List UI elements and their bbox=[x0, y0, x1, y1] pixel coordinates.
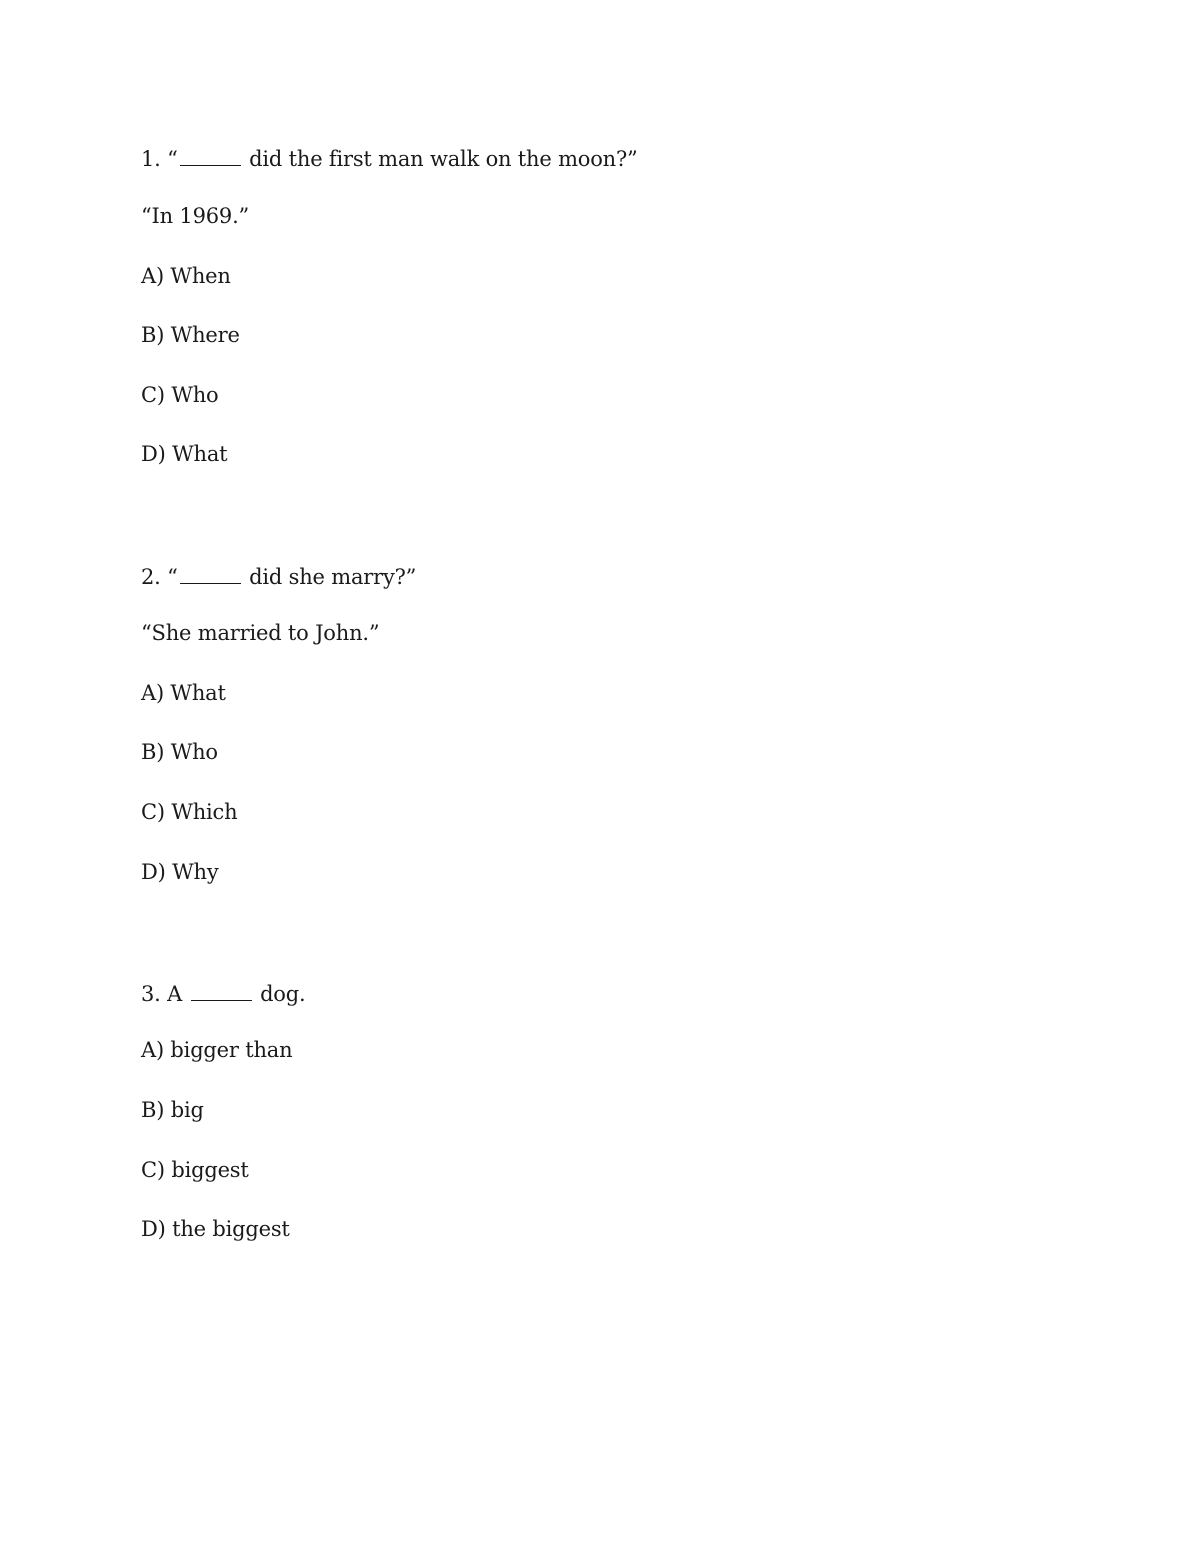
question-number: 1. bbox=[141, 147, 161, 171]
question-3-option-c: C) biggest bbox=[141, 1158, 249, 1182]
question-2-answer-line: “She married to John.” bbox=[141, 621, 380, 645]
question-1-answer-line: “In 1969.” bbox=[141, 204, 250, 228]
question-3-option-d: D) the biggest bbox=[141, 1217, 290, 1241]
fill-in-blank bbox=[191, 981, 252, 1001]
question-2-prompt bbox=[141, 564, 416, 588]
question-number: 3. bbox=[141, 982, 161, 1006]
question-1-option-c: C) Who bbox=[141, 383, 219, 407]
question-3-prompt bbox=[141, 981, 305, 1005]
question-3-option-b: B) big bbox=[141, 1098, 204, 1122]
fill-in-blank bbox=[180, 564, 241, 584]
prompt-prefix: “ bbox=[167, 565, 178, 589]
fill-in-blank bbox=[180, 146, 241, 166]
question-1-option-d: D) What bbox=[141, 442, 228, 466]
question-2-option-b: B) Who bbox=[141, 740, 218, 764]
question-2-option-c: C) Which bbox=[141, 800, 238, 824]
prompt-text: did the first man walk on the moon?” bbox=[249, 147, 638, 171]
prompt-prefix: A bbox=[167, 982, 183, 1006]
question-2-option-d: D) Why bbox=[141, 860, 219, 884]
question-1-option-b: B) Where bbox=[141, 323, 240, 347]
question-1-option-a: A) When bbox=[141, 264, 231, 288]
question-number: 2. bbox=[141, 565, 161, 589]
question-3-option-a: A) bigger than bbox=[141, 1038, 293, 1062]
prompt-text: did she marry?” bbox=[249, 565, 417, 589]
question-1-prompt bbox=[141, 146, 638, 170]
prompt-prefix: “ bbox=[167, 147, 178, 171]
question-2-option-a: A) What bbox=[141, 681, 226, 705]
prompt-text: dog. bbox=[260, 982, 306, 1006]
